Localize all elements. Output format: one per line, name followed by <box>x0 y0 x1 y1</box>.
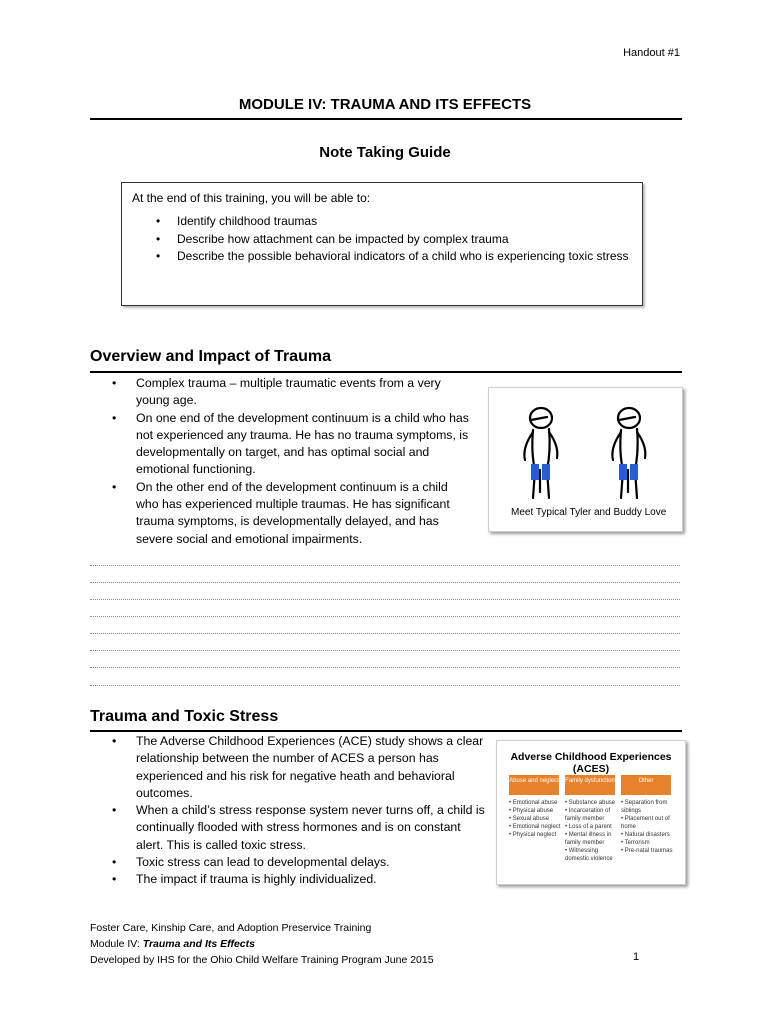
footer-module-prefix: Module IV: <box>90 938 143 950</box>
aces-column-list <box>621 799 675 855</box>
objective-item: • Describe the possible behavioral indicators of a child who is experiencing toxic stress <box>177 248 632 266</box>
toxic-stress-bullets <box>110 733 488 889</box>
handout-label: Handout #1 <box>623 47 680 59</box>
toxic-stress-bullet: • The Adverse Childhood Experiences (ACE) study shows a clear relationship between the number of ACES a person has experienced and his risk for negative heath and behavioral outcomes. <box>110 733 488 802</box>
note-line <box>90 565 680 566</box>
objectives-intro: At the end of this training, you will be able to: <box>132 191 371 205</box>
aces-item: • Terrorism <box>621 840 650 846</box>
aces-column-list <box>565 799 619 863</box>
module-title: MODULE IV: TRAUMA AND ITS EFFECTS <box>238 96 532 113</box>
page-number: 1 <box>633 951 640 963</box>
aces-item: • Separation from siblings <box>621 800 668 814</box>
note-line <box>90 582 680 583</box>
note-line <box>90 650 680 651</box>
aces-item: • Natural disasters <box>621 832 670 838</box>
aces-item: • Witnessing domestic violence <box>565 848 613 862</box>
aces-item: • Mental illness in family member <box>565 832 612 846</box>
footer-line: Developed by IHS for the Ohio Child Welfare Training Program June 2015 <box>90 954 434 966</box>
objective-item: • Describe how attachment can be impacted by complex trauma <box>177 231 632 249</box>
image-caption: Meet Typical Tyler and Buddy Love <box>511 507 667 518</box>
stick-figures-illustration <box>489 388 682 506</box>
overview-bullet: • On one end of the development continuum is a child who has not experienced any trauma. He has no trauma symptoms, is developmentally on target, and has optimal social and emotional functioning. <box>110 410 470 479</box>
aces-column-head: Abuse and neglect <box>509 775 559 795</box>
objectives-list <box>132 213 632 266</box>
objectives-box <box>121 182 643 306</box>
footer-line <box>90 936 434 952</box>
toxic-stress-bullet: • The impact if trauma is highly individualized. <box>110 871 488 888</box>
aces-item: • Sexual abuse <box>509 816 550 822</box>
toxic-stress-divider <box>90 730 682 732</box>
note-line <box>90 667 680 668</box>
guide-title: Note Taking Guide <box>319 144 451 161</box>
footer-module-title: Trauma and Its Effects <box>142 938 255 950</box>
footer-line: Foster Care, Kinship Care, and Adoption Preservice Training <box>90 922 372 934</box>
aces-image <box>496 740 686 885</box>
overview-heading: Overview and Impact of Trauma <box>90 348 331 365</box>
toxic-stress-heading: Trauma and Toxic Stress <box>90 708 279 725</box>
note-line <box>90 685 680 686</box>
tyler-buddy-image <box>488 387 683 532</box>
aces-column-head: Family dysfunction <box>565 775 615 795</box>
overview-divider <box>90 371 682 373</box>
footer <box>90 920 434 968</box>
aces-column-head: Other <box>621 775 671 795</box>
title-divider <box>90 118 682 120</box>
aces-item: • Emotional abuse <box>509 800 558 806</box>
overview-bullet: • On the other end of the development continuum is a child who has experienced multiple traumas. He has significant trauma symptoms, is developmentally delayed, and has severe social and emotional impairments. <box>110 479 470 548</box>
objective-item: • Identify childhood traumas <box>177 213 632 231</box>
note-line <box>90 633 680 634</box>
toxic-stress-bullet: • Toxic stress can lead to developmental delays. <box>110 854 488 871</box>
toxic-stress-bullet: • When a child’s stress response system never turns off, a child is continually flooded with stress hormones and is on constant alert. This is called toxic stress. <box>110 802 488 854</box>
aces-item: • Substance abuse <box>565 800 616 806</box>
aces-item: • Incarceration of family member <box>565 808 611 822</box>
overview-bullet: • Complex trauma – multiple traumatic events from a very young age. <box>110 375 470 410</box>
note-line <box>90 616 680 617</box>
aces-item: • Emotional neglect <box>509 824 561 830</box>
aces-item: • Physical abuse <box>509 808 554 814</box>
aces-title: Adverse Childhood Experiences (ACES) <box>510 751 672 775</box>
overview-bullets <box>110 375 470 548</box>
note-line <box>90 599 680 600</box>
aces-item: • Loss of a parent <box>565 824 612 830</box>
aces-item: • Physical neglect <box>509 832 557 838</box>
aces-column-list <box>509 799 561 839</box>
aces-item: • Pre-natal traumas <box>621 848 673 854</box>
aces-item: • Placement out of home <box>621 816 670 830</box>
